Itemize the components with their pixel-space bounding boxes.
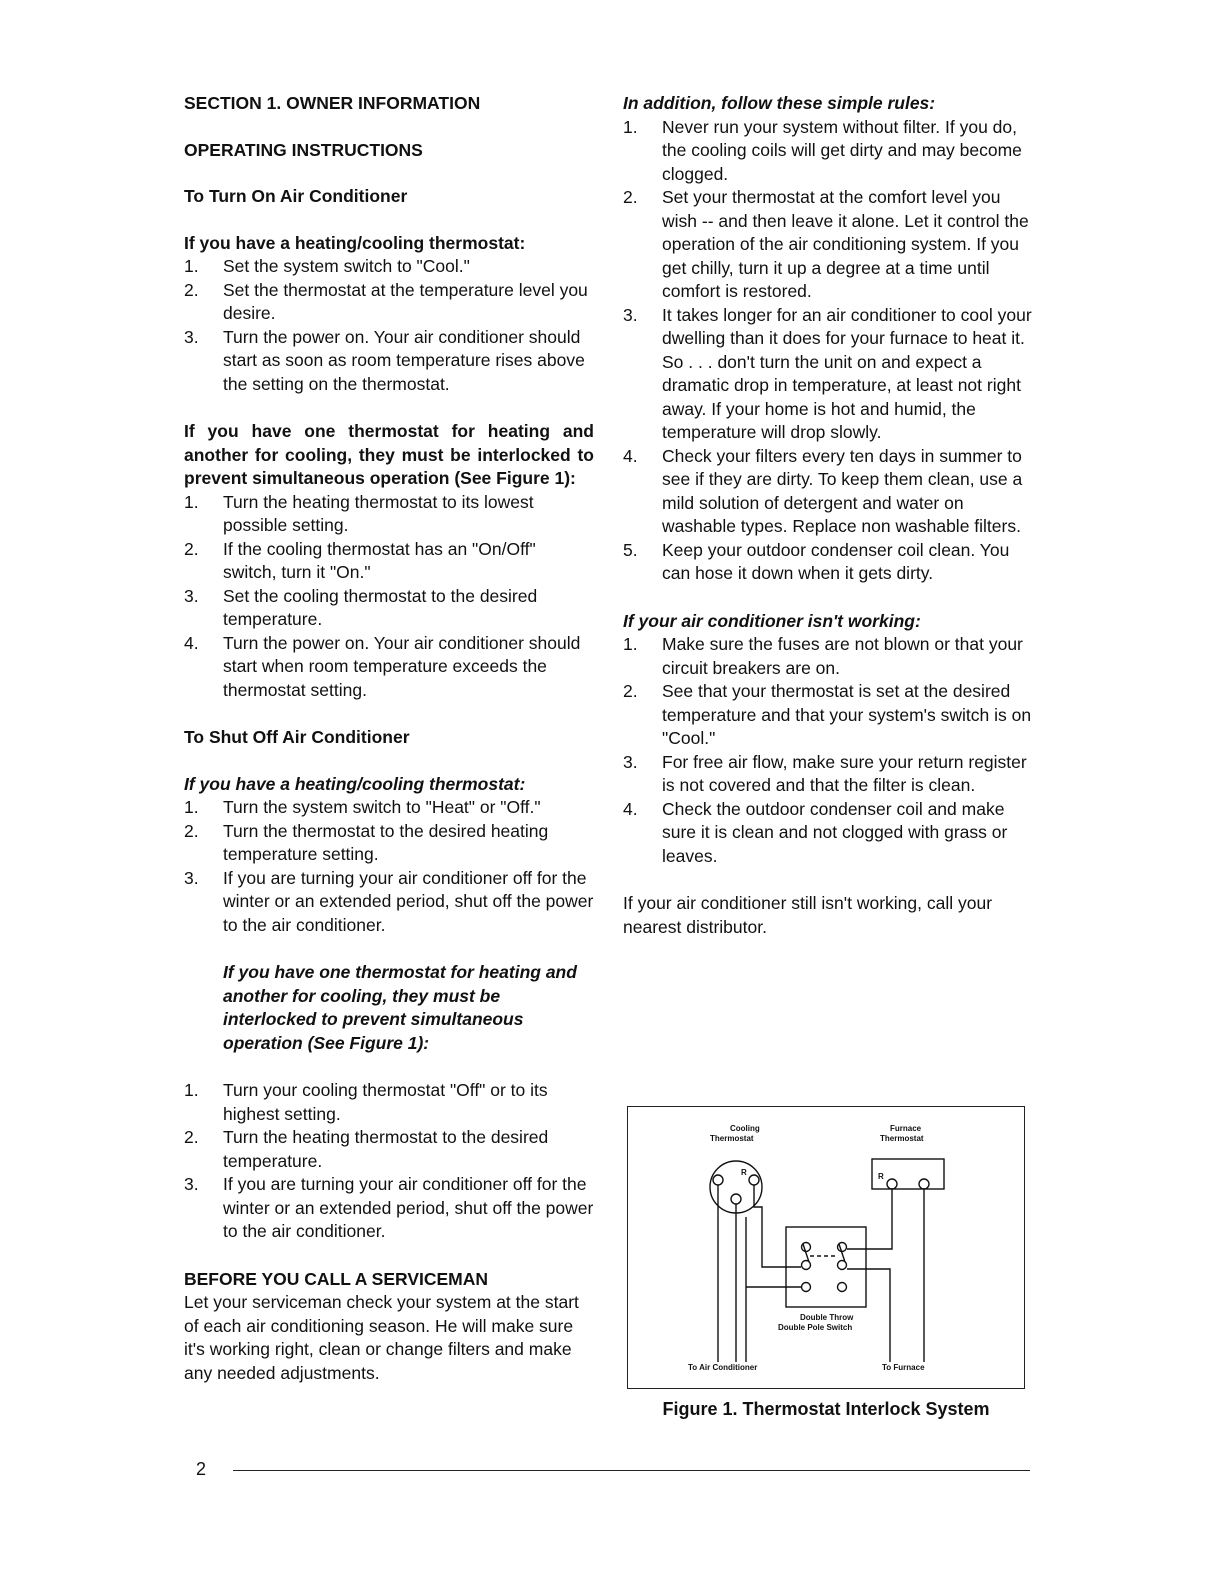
terminal-r-label: R	[741, 1168, 747, 1177]
shut-off-two-heading: If you have one thermostat for heating and another for cooling, they must be interlocked to prevent simultaneous operation (See Figure 1):	[223, 962, 577, 1053]
list-item: 4. Check your filters every ten days in summer to see if they are dirty. To keep them clean, use a mild solution of detergent and water on washable types. Replace non washable filters.	[623, 445, 1023, 536]
switch-contact	[838, 1243, 847, 1252]
furnace-label: Furnace	[890, 1124, 922, 1133]
list-item: 3. If you are turning your air conditioner off for the winter or an extended period, shut off the power to the air conditioner.	[184, 867, 594, 935]
turn-on-title: To Turn On Air Conditioner	[184, 186, 408, 206]
shut-off-heading: If you have a heating/cooling thermostat:	[184, 773, 526, 794]
figure-caption: Figure 1. Thermostat Interlock System	[662, 1399, 990, 1419]
right-column	[623, 92, 1033, 939]
to-ac-label: To Air Conditioner	[688, 1363, 758, 1372]
switch-label: Double Pole Switch	[778, 1323, 853, 1332]
cooling-label: Cooling	[730, 1124, 760, 1133]
still-not-working-text: If your air conditioner still isn't working, call your nearest distributor.	[623, 893, 993, 937]
terminal	[713, 1175, 723, 1185]
terminal	[887, 1179, 897, 1189]
serviceman-title: BEFORE YOU CALL A SERVICEMAN	[184, 1268, 489, 1289]
list-item: 1. Make sure the fuses are not blown or that your circuit breakers are on.	[623, 634, 1023, 678]
shut-off-two-steps	[184, 1079, 594, 1244]
list-item: 2. Set your thermostat at the comfort level you wish -- and then leave it alone. Let it control the operation of the air conditioning system. If you get chilly, turn it up a degree at a time until comfort is restored.	[623, 187, 1029, 301]
list-item: 1. Turn the system switch to "Heat" or "Off."	[184, 797, 541, 817]
list-item: 5. Keep your outdoor condenser coil clean. You can hose it down when it gets dirty.	[623, 539, 1010, 583]
wire	[754, 1185, 801, 1267]
switch-contact	[838, 1283, 847, 1292]
wire	[847, 1269, 890, 1362]
terminal	[919, 1179, 929, 1189]
list-item: 1. Turn your cooling thermostat "Off" or to its highest setting.	[184, 1080, 548, 1124]
list-item: 2. Set the thermostat at the temperature level you desire.	[184, 279, 588, 323]
list-item: 4. Check the outdoor condenser coil and make sure it is clean and not clogged with grass or leaves.	[623, 798, 1008, 866]
to-furnace-label: To Furnace	[882, 1363, 925, 1372]
cooling-label: Thermostat	[710, 1134, 754, 1143]
two-thermostat-steps	[184, 491, 594, 703]
section-title: SECTION 1. OWNER INFORMATION	[184, 93, 481, 113]
list-item: 1. Set the system switch to "Cool."	[184, 256, 470, 276]
list-item: 3. Turn the power on. Your air conditioner should start as soon as room temperature rises above the setting on the thermostat.	[184, 326, 585, 394]
shut-off-title: To Shut Off Air Conditioner	[184, 727, 410, 747]
shut-off-steps	[184, 796, 594, 937]
wire	[847, 1189, 892, 1249]
switch-contact	[802, 1243, 811, 1252]
switch-label: Double Throw	[800, 1313, 854, 1322]
list-item: 3. Set the cooling thermostat to the desired temperature.	[184, 585, 538, 629]
serviceman-text: Let your serviceman check your system at the start of each air conditioning season. He will make sure it's working right, clean or change filters and make any needed adjustments.	[184, 1292, 579, 1383]
not-working-steps	[623, 633, 1033, 868]
list-item: 1. Turn the heating thermostat to its lowest possible setting.	[184, 491, 534, 535]
list-item: 2. Turn the thermostat to the desired heating temperature setting.	[184, 820, 549, 864]
list-item: 4. Turn the power on. Your air conditioner should start when room temperature exceeds the thermostat setting.	[184, 632, 581, 700]
terminal	[749, 1175, 759, 1185]
rules-heading: In addition, follow these simple rules:	[623, 93, 936, 113]
not-working-heading: If your air conditioner isn't working:	[623, 610, 921, 631]
list-item: 3. It takes longer for an air conditioner to cool your dwelling than it does for your furnace to heat it. So . . . don't turn the unit on and expect a dramatic drop in temperature, at least not right away. If your home is hot and humid, the temperature will drop slowly.	[623, 304, 1032, 442]
list-item: 1. Never run your system without filter. If you do, the cooling coils will get dirty and may become clogged.	[623, 116, 1022, 184]
list-item: 3. If you are turning your air conditioner off for the winter or an extended period, shut off the power to the air conditioner.	[184, 1174, 594, 1241]
left-column	[184, 92, 594, 1385]
list-item: 3. For free air flow, make sure your return register is not covered and that the filter is clean.	[623, 751, 1027, 795]
operating-title: OPERATING INSTRUCTIONS	[184, 139, 423, 160]
page-number: 2	[196, 1459, 207, 1479]
rules-list	[623, 116, 1033, 586]
furnace-label: Thermostat	[880, 1134, 924, 1143]
two-thermostat-heading: If you have one thermostat for heating and another for cooling, they must be interlocked to prevent simultaneous operation (See Figure 1):	[184, 421, 594, 488]
terminal-r-label: R	[878, 1172, 884, 1181]
list-item: 2. Turn the heating thermostat to the desired temperature.	[184, 1127, 549, 1171]
thermostat-interlock-diagram	[627, 1106, 1025, 1389]
switch-blade	[803, 1244, 845, 1262]
turn-on-steps	[184, 255, 594, 396]
heating-cooling-heading: If you have a heating/cooling thermostat:	[184, 232, 526, 253]
switch-contact	[802, 1283, 811, 1292]
list-item: 2. If the cooling thermostat has an "On/Off" switch, turn it "On."	[184, 538, 536, 582]
wiring-diagram	[628, 1107, 1026, 1390]
footer-rule	[233, 1470, 1030, 1471]
terminal	[731, 1194, 741, 1204]
list-item: 2. See that your thermostat is set at the desired temperature and that your system's switch is on "Cool."	[623, 681, 1032, 748]
